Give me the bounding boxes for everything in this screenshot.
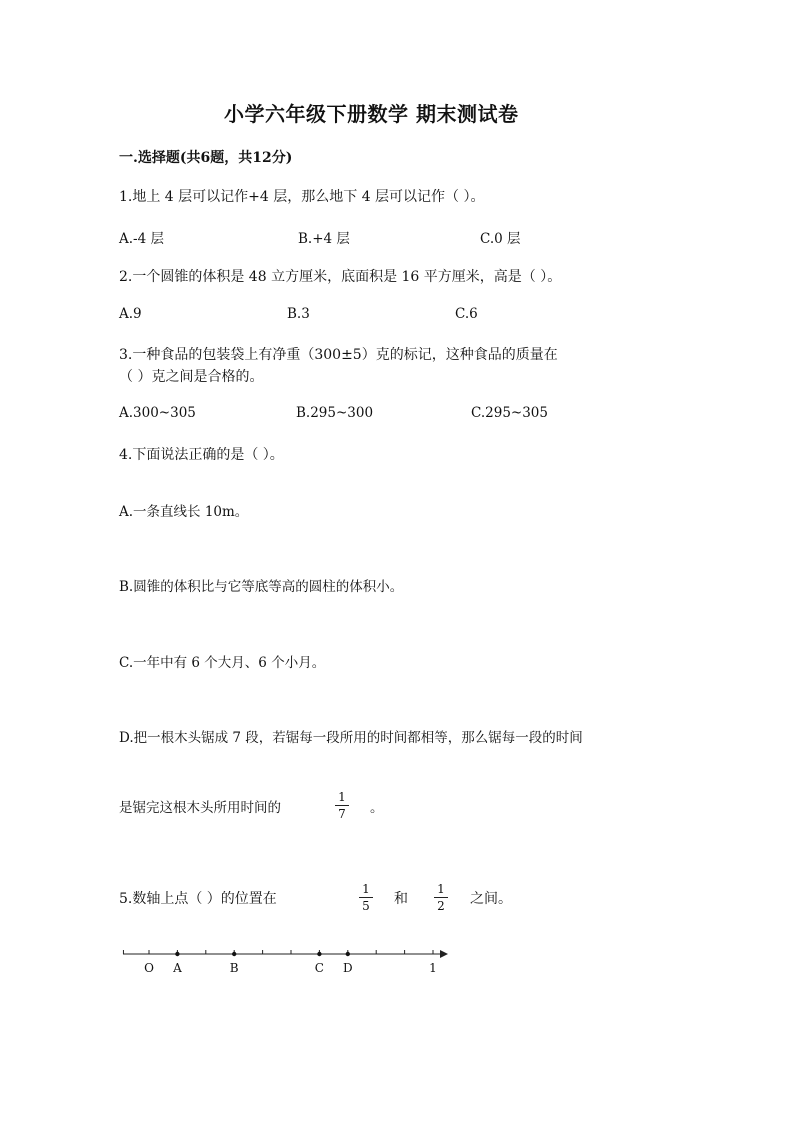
question-4-stem: 4.下面说法正确的是（ ）。 xyxy=(119,447,284,463)
question-4-option-b: B.圆锥的体积比与它等底等高的圆柱的体积小。 xyxy=(119,579,404,595)
question-1-option-a: A.-4 层 xyxy=(119,231,164,247)
number-line-label: C xyxy=(314,961,324,975)
fraction-one-seventh xyxy=(333,790,351,821)
fraction-one-half xyxy=(432,882,450,913)
question-3-option-a: A.300~305 xyxy=(119,405,196,421)
fraction-numerator: 1 xyxy=(338,790,346,804)
number-line-label: O xyxy=(144,961,154,975)
fraction-denominator: 2 xyxy=(437,899,445,913)
number-line-label: 1 xyxy=(429,961,437,975)
question-4-option-d-continuation: 是锯完这根木头所用时间的 xyxy=(119,800,281,816)
question-1-option-c: C.0 层 xyxy=(480,231,521,247)
question-3-option-b: B.295~300 xyxy=(296,405,374,421)
number-line-arrow xyxy=(440,950,448,958)
question-5-end: 之间。 xyxy=(470,891,512,907)
question-4-option-a: A.一条直线长 10m。 xyxy=(119,504,249,520)
number-line xyxy=(118,935,458,985)
question-2-option-a: A.9 xyxy=(119,306,142,322)
number-line-point xyxy=(317,952,321,956)
question-3-stem-line-1: 3.一种食品的包装袋上有净重（300±5）克的标记，这种食品的质量在 xyxy=(119,347,558,363)
fraction-denominator: 7 xyxy=(338,807,346,821)
question-4-option-d: D.把一根木头锯成 7 段，若锯每一段所用的时间都相等，那么锯每一段的时间 xyxy=(119,730,583,746)
page-title: 小学六年级下册数学 期末测试卷 xyxy=(224,102,519,126)
question-2-option-c: C.6 xyxy=(455,306,478,322)
number-line-point xyxy=(232,952,236,956)
number-line-label: A xyxy=(173,961,182,975)
fraction-numerator: 1 xyxy=(362,882,370,896)
fraction-denominator: 5 xyxy=(362,899,370,913)
fraction-bar xyxy=(359,897,373,898)
question-5-stem: 5.数轴上点（ ）的位置在 xyxy=(119,891,277,907)
section-heading: 一.选择题(共6题，共12分) xyxy=(119,150,293,166)
question-2-option-b: B.3 xyxy=(287,306,310,322)
number-line-point xyxy=(175,952,179,956)
question-5-and: 和 xyxy=(394,891,408,907)
number-line-point xyxy=(346,952,350,956)
question-4-option-d-end: 。 xyxy=(370,800,384,816)
fraction-numerator: 1 xyxy=(437,882,445,896)
question-4-option-c: C.一年中有 6 个大月、6 个小月。 xyxy=(119,655,326,671)
fraction-bar xyxy=(335,805,349,806)
question-3-option-c: C.295~305 xyxy=(471,405,548,421)
fraction-one-fifth xyxy=(357,882,375,913)
question-2-stem: 2.一个圆锥的体积是 48 立方厘米，底面积是 16 平方厘米，高是（ ）。 xyxy=(119,269,562,285)
question-1-option-b: B.+4 层 xyxy=(298,231,350,247)
fraction-bar xyxy=(434,897,448,898)
number-line-label: D xyxy=(342,961,353,975)
number-line-label: B xyxy=(229,961,239,975)
question-1-stem: 1.地上 4 层可以记作+4 层，那么地下 4 层可以记作（ ）。 xyxy=(119,189,485,205)
question-3-stem-line-2: （ ）克之间是合格的。 xyxy=(119,369,264,385)
